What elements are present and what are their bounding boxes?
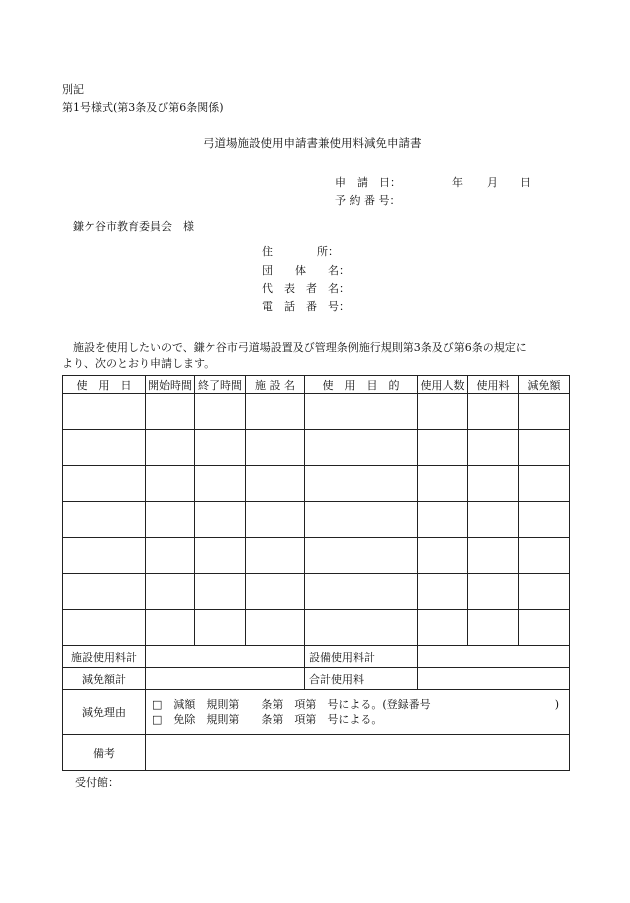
input-cell[interactable] — [246, 538, 305, 574]
input-cell[interactable] — [468, 574, 519, 610]
input-cell[interactable] — [418, 610, 468, 646]
input-cell[interactable] — [195, 538, 246, 574]
input-cell[interactable] — [468, 538, 519, 574]
input-cell[interactable] — [305, 538, 418, 574]
input-cell[interactable] — [519, 502, 570, 538]
input-cell[interactable] — [519, 466, 570, 502]
input-cell[interactable] — [246, 610, 305, 646]
input-cell[interactable] — [195, 466, 246, 502]
reduction-reason-row — [63, 690, 570, 735]
input-cell[interactable] — [146, 430, 195, 466]
input-cell[interactable] — [418, 538, 468, 574]
column-header: 終了時間 — [195, 376, 246, 394]
input-cell[interactable] — [63, 430, 146, 466]
input-cell[interactable] — [195, 430, 246, 466]
date-day-label: 日 — [520, 176, 531, 189]
table-row — [63, 502, 570, 538]
organization-label: 団 体 名： — [262, 264, 350, 277]
input-cell[interactable] — [146, 538, 195, 574]
input-cell[interactable] — [418, 430, 468, 466]
column-header: 開始時間 — [146, 376, 195, 394]
reduction-total-row — [63, 668, 570, 690]
input-cell[interactable] — [468, 466, 519, 502]
remarks-row — [63, 735, 570, 771]
input-cell[interactable] — [63, 502, 146, 538]
input-cell[interactable] — [468, 430, 519, 466]
reduction-option[interactable]: □ 減額 規則第 条第 項第 号による。(登録番号 — [152, 698, 431, 711]
input-cell[interactable] — [246, 502, 305, 538]
column-header: 減免額 — [519, 376, 570, 394]
input-cell[interactable] — [305, 610, 418, 646]
registration-number-close: ) — [554, 698, 559, 711]
reduction-reason-options[interactable] — [146, 690, 570, 735]
form-number: 第1号様式(第3条及び第6条関係) — [62, 101, 224, 114]
column-header: 使用人数 — [418, 376, 468, 394]
column-header: 施 設 名 — [246, 376, 305, 394]
input-cell[interactable] — [468, 394, 519, 430]
input-cell[interactable] — [519, 430, 570, 466]
input-cell[interactable] — [63, 466, 146, 502]
table-row — [63, 466, 570, 502]
input-cell[interactable] — [195, 610, 246, 646]
input-cell[interactable] — [418, 394, 468, 430]
input-cell[interactable] — [146, 502, 195, 538]
exemption-option[interactable]: □ 免除 規則第 条第 項第 号による。 — [152, 713, 383, 726]
input-cell[interactable] — [519, 394, 570, 430]
address-label: 住 所： — [262, 245, 339, 258]
input-cell[interactable] — [63, 394, 146, 430]
input-cell[interactable] — [63, 538, 146, 574]
intro-line-2: より、次のとおり申請します。 — [62, 357, 216, 370]
table-row — [63, 538, 570, 574]
input-cell[interactable] — [146, 466, 195, 502]
total-fee-value[interactable] — [418, 668, 570, 690]
input-cell[interactable] — [305, 430, 418, 466]
intro-line-1: 施設を使用したいので、鎌ケ谷市弓道場設置及び管理条例施行規則第3条及び第6条の規定に — [62, 341, 527, 354]
input-cell[interactable] — [195, 574, 246, 610]
date-month-label: 月 — [487, 176, 498, 189]
column-header: 使 用 日 — [63, 376, 146, 394]
input-cell[interactable] — [146, 574, 195, 610]
addressee: 鎌ケ谷市教育委員会 様 — [73, 220, 194, 233]
input-cell[interactable] — [468, 502, 519, 538]
document-title: 弓道場施設使用申請書兼使用料減免申請書 — [203, 136, 422, 150]
input-cell[interactable] — [246, 466, 305, 502]
table-row — [63, 574, 570, 610]
column-header: 使 用 目 的 — [305, 376, 418, 394]
equipment-fee-total-value[interactable] — [418, 646, 570, 668]
input-cell[interactable] — [305, 394, 418, 430]
input-cell[interactable] — [305, 502, 418, 538]
facility-fee-total-label: 施設使用料計 — [63, 646, 146, 668]
table-header-row — [63, 376, 570, 394]
input-cell[interactable] — [418, 466, 468, 502]
total-fee-label: 合計使用料 — [305, 668, 418, 690]
representative-label: 代 表 者 名： — [262, 282, 350, 295]
input-cell[interactable] — [519, 610, 570, 646]
input-cell[interactable] — [305, 466, 418, 502]
input-cell[interactable] — [519, 538, 570, 574]
input-cell[interactable] — [519, 574, 570, 610]
input-cell[interactable] — [246, 430, 305, 466]
input-cell[interactable] — [63, 610, 146, 646]
date-year-label: 年 — [452, 176, 463, 189]
input-cell[interactable] — [146, 610, 195, 646]
equipment-fee-total-label: 設備使用料計 — [305, 646, 418, 668]
remarks-value[interactable] — [146, 735, 570, 771]
reduction-total-value[interactable] — [146, 668, 305, 690]
application-date-label: 申 請 日： — [335, 176, 401, 189]
input-cell[interactable] — [146, 394, 195, 430]
table-row — [63, 394, 570, 430]
input-cell[interactable] — [195, 502, 246, 538]
reduction-reason-label: 減免理由 — [63, 690, 146, 735]
facility-fee-row — [63, 646, 570, 668]
phone-label: 電 話 番 号： — [262, 300, 350, 313]
note-label: 別記 — [62, 83, 84, 96]
remarks-label: 備考 — [63, 735, 146, 771]
input-cell[interactable] — [195, 394, 246, 430]
table-row — [63, 610, 570, 646]
table-row — [63, 430, 570, 466]
reception-label: 受付館： — [75, 776, 119, 789]
input-cell[interactable] — [418, 502, 468, 538]
input-cell[interactable] — [418, 574, 468, 610]
input-cell[interactable] — [305, 574, 418, 610]
usage-table — [62, 375, 570, 771]
column-header: 使用料 — [468, 376, 519, 394]
reduction-total-label: 減免額計 — [63, 668, 146, 690]
input-cell[interactable] — [246, 394, 305, 430]
input-cell[interactable] — [246, 574, 305, 610]
facility-fee-total-value[interactable] — [146, 646, 305, 668]
reservation-number-label: 予 約 番 号： — [335, 194, 401, 207]
input-cell[interactable] — [63, 574, 146, 610]
input-cell[interactable] — [468, 610, 519, 646]
